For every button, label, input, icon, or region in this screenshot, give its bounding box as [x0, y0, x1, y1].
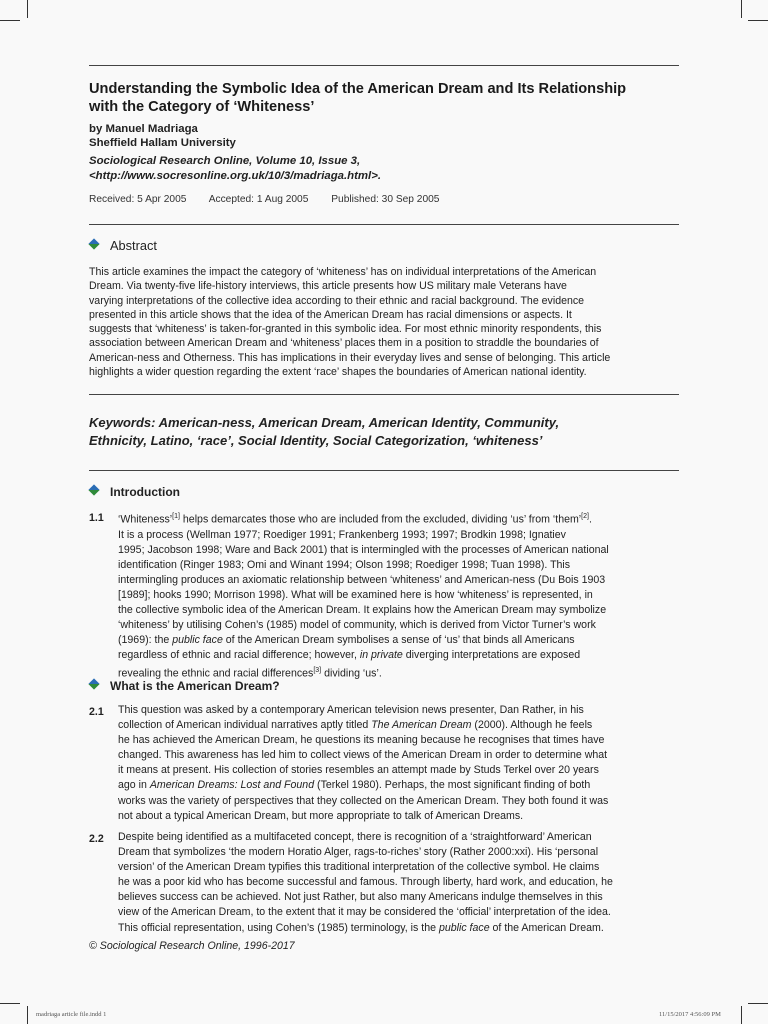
introduction-heading [89, 485, 180, 499]
paragraph-2-1 [118, 703, 678, 824]
text-line: it means at present. His collection of stories resembles an attempt made by Studs Terkel over 20 years [118, 764, 599, 777]
byline [89, 122, 236, 150]
text-line: identification (Ringer 1983; Omi and Winant 1994; Olson 1998; Roediger 1998; Tuan 1998). This [118, 558, 571, 571]
text-line: varying interpretations of the collective idea according to their ethnic and racial background. The evidence [89, 294, 585, 307]
divider [89, 394, 679, 395]
paragraph-number: 2.1 [89, 706, 104, 718]
keywords-line: Keywords: American-ness, American Dream, American Identity, Community, [89, 415, 560, 430]
text-line: changed. This awareness has led him to collect views of the American Dream in order to determine what [118, 749, 608, 762]
text-line: Dream that symbolizes ‘the modern Horatio Alger, rags-to-riches’ story (Rather 2000:xxi). His ‘personal [118, 846, 599, 859]
abstract-heading [89, 239, 157, 253]
diamond-bullet-icon [89, 485, 101, 497]
text-line: association between American Dream and ‘whiteness’ places them in a position to straddle the boundaries of [89, 337, 599, 350]
publication-dates [89, 194, 459, 206]
heading-text: What is the American Dream? [110, 679, 280, 693]
title-line: Understanding the Symbolic Idea of the American Dream and Its Relationship [89, 81, 627, 97]
text-line: highlights a wider question regarding the extent ‘race’ shapes the boundaries of American national identity. [89, 366, 587, 379]
author-name: by Manuel Madriaga [89, 123, 198, 135]
title-line: with the Category of ‘Whiteness’ [89, 99, 315, 115]
divider [89, 65, 679, 66]
paragraph-number: 2.2 [89, 833, 104, 845]
print-slug-timestamp: 11/15/2017 4:56:09 PM [659, 1011, 721, 1018]
divider [89, 224, 679, 225]
crop-mark [741, 1006, 742, 1024]
diamond-bullet-icon [89, 239, 101, 251]
affiliation: Sheffield Hallam University [89, 137, 236, 149]
footnote-link[interactable]: [2] [581, 513, 589, 520]
crop-mark [741, 0, 742, 18]
diamond-bullet-icon [89, 679, 101, 691]
text-line: American-ness and Otherness. This has implications in their everyday lives and sense of belonging. This article [89, 351, 611, 364]
text-line: view of the American Dream, to the extent that it may be considered the ‘official’ interpretation of the idea. [118, 906, 611, 919]
text-line: ago in American Dreams: Lost and Found (Terkel 1980). Perhaps, the most significant finding of both [118, 779, 591, 792]
text-line: ‘Whiteness’[1] helps demarcates those who are included from the excluded, dividing ‘us’ from ‘them’[2]. [118, 513, 592, 526]
heading-text: Introduction [110, 485, 180, 499]
print-slug-filename: madriaga article file.indd 1 [36, 1011, 107, 1018]
journal-citation [89, 154, 381, 183]
crop-mark [27, 1006, 28, 1024]
heading-text: Abstract [110, 238, 157, 253]
text-line: Despite being identified as a multifaceted concept, there is recognition of a ‘straightforward’ American [118, 831, 592, 843]
journal-name: Sociological Research Online, Volume 10, Issue 3, [89, 155, 361, 167]
text-line: regardless of ethnic and racial difference; however, in private diverging interpretations are exposed [118, 649, 581, 662]
text-line: believes success can be achieved. Not just Rather, but also many Americans indulge themselves in this [118, 891, 603, 904]
paragraph-number: 1.1 [89, 512, 104, 524]
text-line: (1969): the public face of the American Dream symbolises a sense of ‘us’ that binds all Americans [118, 634, 575, 647]
text-line: intermingling produces an axiomatic relationship between ‘whiteness’ and American-ness (Du Bois 1903 [118, 573, 606, 586]
crop-mark [0, 1003, 20, 1004]
keywords [89, 414, 689, 450]
text-line: This question was asked by a contemporary American television news presenter, Dan Rather, in his [118, 704, 584, 716]
text-line: works was the variety of perspectives that they collected on the American Dream. They both found it was [118, 794, 609, 807]
american-dream-heading [89, 679, 280, 693]
text-line: suggests that ‘whiteness’ is taken-for-granted in this symbolic idea. For most ethnic minority respondents, this [89, 323, 602, 336]
text-line: 1995; Jacobson 1998; Ware and Back 2001) that is intermingled with the processes of American national [118, 543, 609, 556]
text-line: version’ of the American Dream typifies this traditional interpretation of the collective symbol. He claims [118, 861, 600, 874]
divider [89, 470, 679, 471]
journal-url: <http://www.socresonline.org.uk/10/3/madriaga.html>. [89, 169, 382, 182]
accepted-date: Accepted: 1 Aug 2005 [208, 194, 309, 205]
text-line: [1989]; hooks 1990; Morrison 1998). What will be examined here is how ‘whiteness’ is represented, in [118, 589, 593, 601]
text-line: the collective symbolic idea of the American Dream. It explains how the American Dream may symbolize [118, 604, 607, 617]
received-date: Received: 5 Apr 2005 [89, 194, 187, 205]
crop-mark [748, 20, 768, 21]
text-line: Dream. Via twenty-five life-history interviews, this article presents how US military male Veterans have [89, 280, 567, 293]
text-line: This article examines the impact the category of ‘whiteness’ has on individual interpretations of the American [89, 266, 597, 278]
crop-mark [748, 1003, 768, 1004]
text-line: collection of American individual narratives aptly titled The American Dream (2000). Although he feels [118, 719, 593, 732]
article-title [89, 80, 689, 116]
text-line: he was a poor kid who has become successful and famous. Through liberty, hard work, and education, he [118, 876, 613, 889]
text-line: presented in this article shows that the idea of the American Dream has racial dimensions or aspects. It [89, 308, 572, 321]
text-line: not about a typical American Dream, but more appropriate to talk of American Dreams. [118, 809, 524, 822]
crop-mark [27, 0, 28, 18]
footnote-link[interactable]: [3] [313, 667, 322, 675]
crop-mark [0, 20, 20, 21]
published-date: Published: 30 Sep 2005 [331, 194, 440, 205]
text-line: This official representation, using Cohen’s (1985) terminology, is the public face of the American Dream. [118, 921, 604, 934]
copyright-footer: © Sociological Research Online, 1996-2017 [89, 940, 295, 952]
keywords-line: Ethnicity, Latino, ‘race’, Social Identity, Social Categorization, ‘whiteness’ [89, 433, 543, 448]
paragraph-1-1 [118, 509, 678, 682]
text-line: It is a process (Wellman 1977; Roediger 1991; Frankenberg 1993; 1997; Brodkin 1998; Ignatiev [118, 528, 566, 541]
paragraph-2-2 [118, 830, 678, 936]
text-line: he has achieved the American Dream, he questions its meaning because he recognises that times have [118, 734, 605, 747]
footnote-link[interactable]: [1] [172, 513, 180, 520]
abstract-body [89, 265, 681, 379]
text-line: ‘whiteness’ by utilising Cohen’s (1985) model of community, which is derived from Victor Turner’s work [118, 619, 596, 632]
text-line: revealing the ethnic and racial differences[3] dividing ‘us’. [118, 667, 382, 680]
